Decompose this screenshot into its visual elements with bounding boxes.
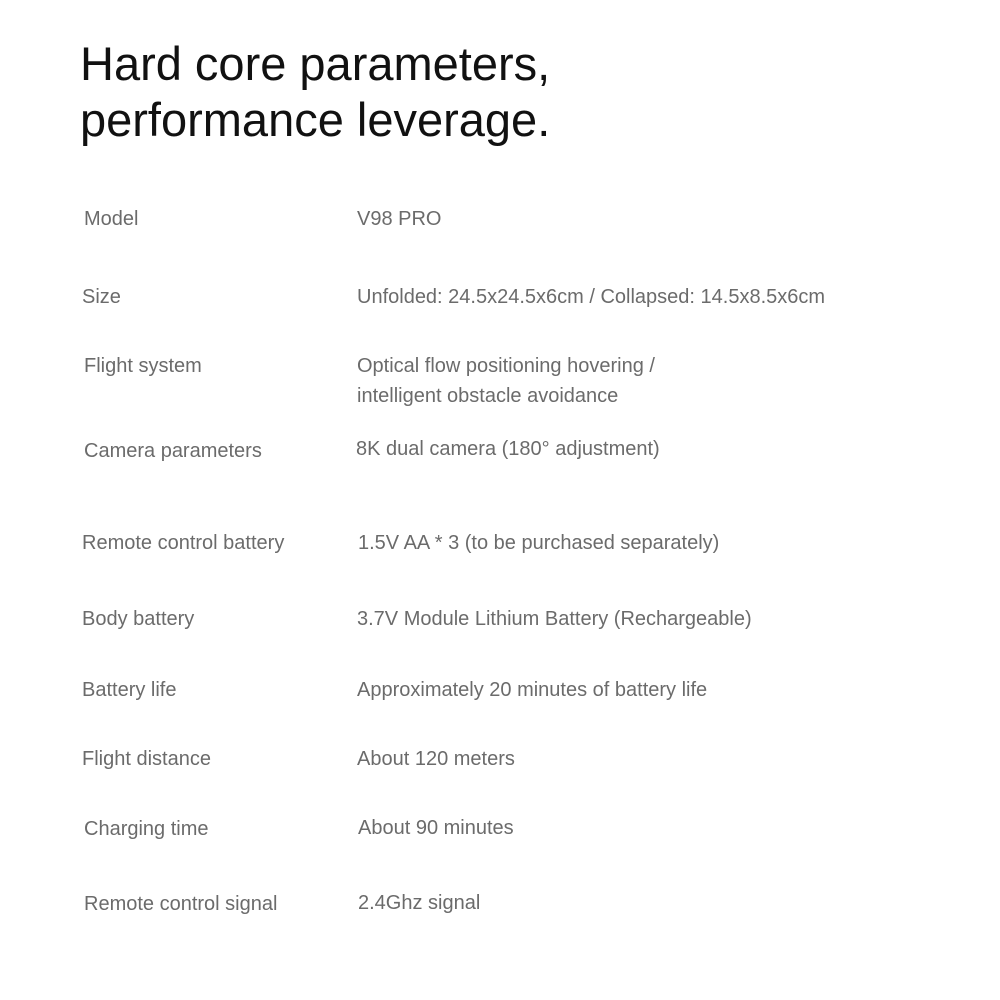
spec-value: About 120 meters — [357, 748, 515, 770]
spec-value: 1.5V AA * 3 (to be purchased separately) — [358, 532, 720, 554]
spec-value: V98 PRO — [357, 208, 442, 230]
spec-label: Remote control battery — [82, 532, 285, 554]
spec-value-line-1: Optical flow positioning hovering / — [357, 355, 655, 377]
spec-label: Camera parameters — [84, 440, 262, 462]
title-line-1: Hard core parameters, — [80, 37, 551, 90]
spec-value: 3.7V Module Lithium Battery (Rechargeable) — [357, 608, 752, 630]
spec-value — [357, 351, 655, 411]
spec-label: Size — [82, 286, 121, 308]
spec-label: Charging time — [84, 818, 209, 840]
spec-label: Model — [84, 208, 139, 230]
spec-label: Battery life — [82, 679, 177, 701]
spec-label: Body battery — [82, 608, 195, 630]
spec-value: 8K dual camera (180° adjustment) — [356, 438, 660, 460]
spec-label: Flight system — [84, 355, 202, 377]
spec-label: Remote control signal — [84, 893, 278, 915]
title-line-2: performance leverage. — [80, 93, 551, 146]
spec-value: Unfolded: 24.5x24.5x6cm / Collapsed: 14.5x8.5x6cm — [357, 286, 826, 308]
spec-label: Flight distance — [82, 748, 211, 770]
page-title — [80, 36, 550, 148]
spec-value: 2.4Ghz signal — [358, 892, 481, 914]
spec-value-line-2: intelligent obstacle avoidance — [357, 385, 619, 407]
spec-value: About 90 minutes — [358, 817, 514, 839]
spec-value: Approximately 20 minutes of battery life — [357, 679, 708, 701]
